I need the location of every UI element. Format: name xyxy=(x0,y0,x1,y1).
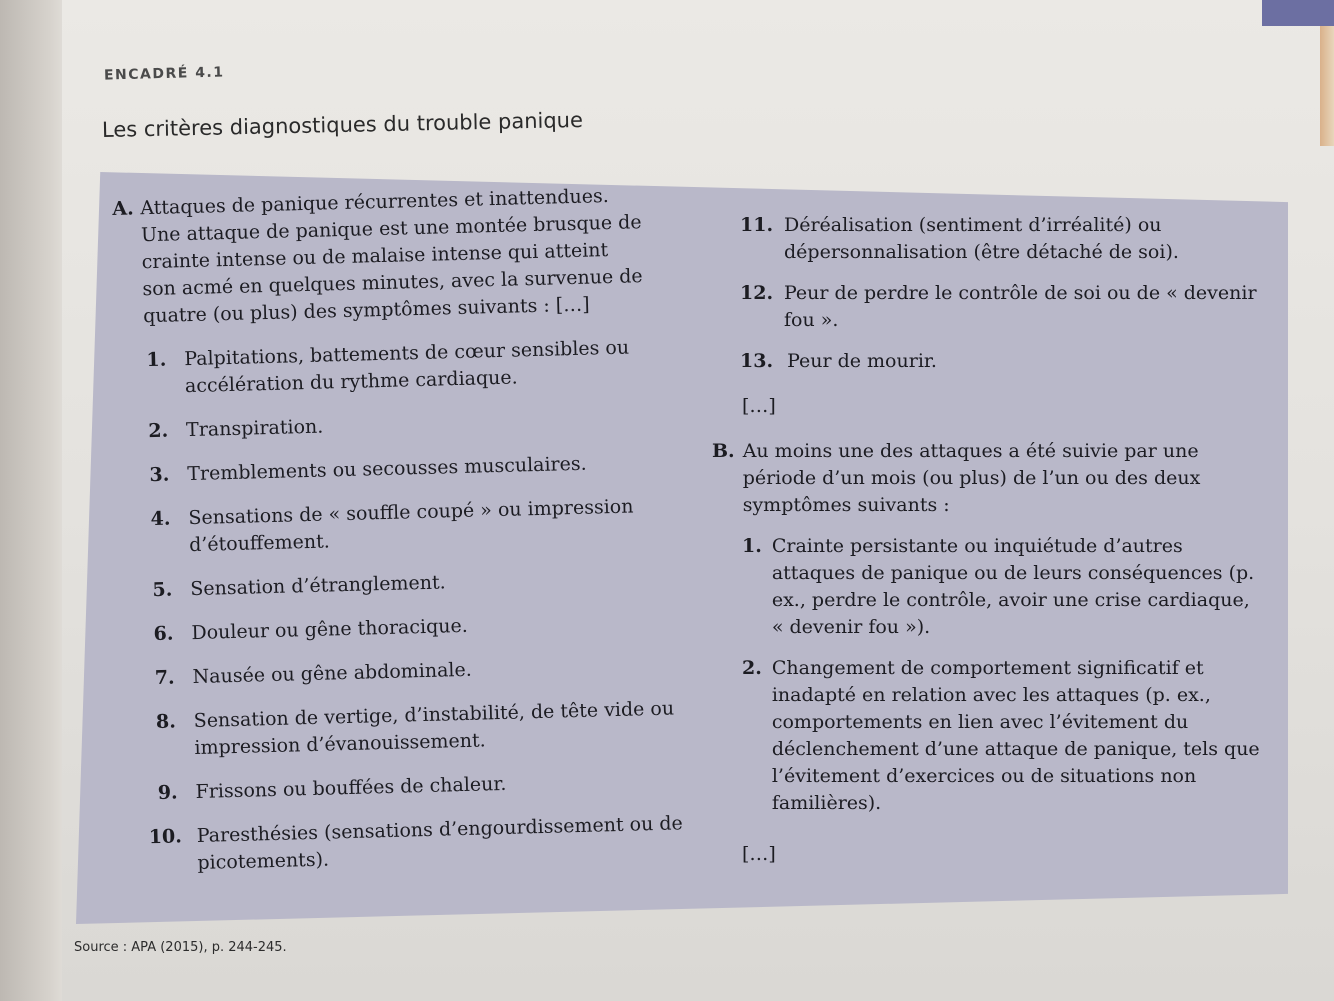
list-item xyxy=(142,563,683,604)
source-note: Source : APA (2015), p. 244-245. xyxy=(74,940,287,955)
item-text: Changement de comportement significatif et inadapté en relation avec les attaques (p. ex., comportements en lien avec l’évitement du déclenchement d’une attaque de panique, tels que l’évitement d’exercices ou de situations non familières). xyxy=(771,657,1260,814)
item-number: 1. xyxy=(742,535,762,557)
box-title: Les critères diagnostiques du trouble panique xyxy=(101,107,584,142)
item-text: Paresthésies (sensations d’engourdissement ou de picotements). xyxy=(196,812,684,874)
list-item xyxy=(143,607,684,648)
list-item xyxy=(740,348,1267,375)
part-b-intro-text: Au moins une des attaques a été suivie par une période d’un mois (ou plus) de l’un ou des deux symptômes suivants : xyxy=(742,440,1201,516)
next-page-edge xyxy=(1320,26,1334,146)
list-item xyxy=(144,651,685,692)
list-item xyxy=(742,533,1267,641)
item-number: 5. xyxy=(152,578,173,602)
item-number: 4. xyxy=(150,507,171,531)
item-number: 2. xyxy=(148,419,169,443)
item-number: 2. xyxy=(742,657,762,679)
item-text: Peur de perdre le contrôle de soi ou de « devenir fou ». xyxy=(784,282,1257,331)
part-a-ellipsis: […] xyxy=(742,395,776,417)
item-number: 11. xyxy=(740,214,774,236)
box-label: ENCADRÉ 4.1 xyxy=(103,64,225,84)
part-a-list-left xyxy=(116,333,690,878)
part-b-ellipsis: […] xyxy=(742,843,776,865)
left-column xyxy=(112,181,690,878)
item-number: 3. xyxy=(149,463,170,487)
part-a-intro-text: Attaques de panique récurrentes et inattendues. Une attaque de panique est une montée brusque de crainte intense ou de malaise intense qui atteint son acmé en quelques minutes, avec la survenue de quatre (ou plus) des symptômes suivants : […] xyxy=(140,184,643,328)
item-text: Déréalisation (sentiment d’irréalité) ou dépersonnalisation (être détaché de soi). xyxy=(784,214,1179,263)
part-a-letter: A. xyxy=(112,197,134,220)
list-item xyxy=(740,212,1267,266)
part-b-letter: B. xyxy=(712,440,735,462)
list-item xyxy=(138,404,679,445)
part-a-intro xyxy=(112,181,675,331)
part-b-intro xyxy=(712,438,1267,519)
book-gutter xyxy=(0,0,70,1001)
item-number: 13. xyxy=(740,350,774,372)
item-text: Peur de mourir. xyxy=(787,350,937,372)
next-page-corner xyxy=(1262,0,1334,26)
right-column xyxy=(712,212,1267,868)
item-text: Sensations de « souffle coupé » ou impression d’étouffement. xyxy=(188,495,634,557)
list-item xyxy=(740,280,1267,334)
list-item xyxy=(742,655,1267,817)
list-item xyxy=(136,333,677,401)
list-item xyxy=(139,448,680,489)
item-number: 10. xyxy=(148,825,183,849)
item-text: Douleur ou gêne thoracique. xyxy=(191,614,469,645)
item-text: Nausée ou gêne abdominale. xyxy=(192,658,473,689)
item-number: 9. xyxy=(157,781,178,805)
list-item xyxy=(147,766,688,807)
item-number: 7. xyxy=(154,666,175,690)
item-number: 12. xyxy=(740,282,774,304)
list-item xyxy=(140,492,681,560)
item-number: 6. xyxy=(153,622,174,646)
item-text: Sensation d’étranglement. xyxy=(190,571,446,601)
list-item xyxy=(145,695,686,763)
item-text: Transpiration. xyxy=(185,415,324,442)
part-b-list xyxy=(712,533,1267,817)
item-text: Palpitations, battements de cœur sensibles ou accélération du rythme cardiaque. xyxy=(184,336,630,398)
item-number: 1. xyxy=(146,348,167,372)
item-number: 8. xyxy=(155,710,177,734)
item-text: Frissons ou bouffées de chaleur. xyxy=(195,772,507,804)
item-text: Tremblements ou secousses musculaires. xyxy=(187,452,587,486)
part-a-list-right xyxy=(712,212,1267,375)
item-text: Sensation de vertige, d’instabilité, de tête vide ou impression d’évanouissement. xyxy=(193,697,675,760)
item-text: Crainte persistante ou inquiétude d’autres attaques de panique ou de leurs conséquences (p. ex., perdre le contrôle, avoir une crise cardiaque, « devenir fou »). xyxy=(771,535,1255,638)
